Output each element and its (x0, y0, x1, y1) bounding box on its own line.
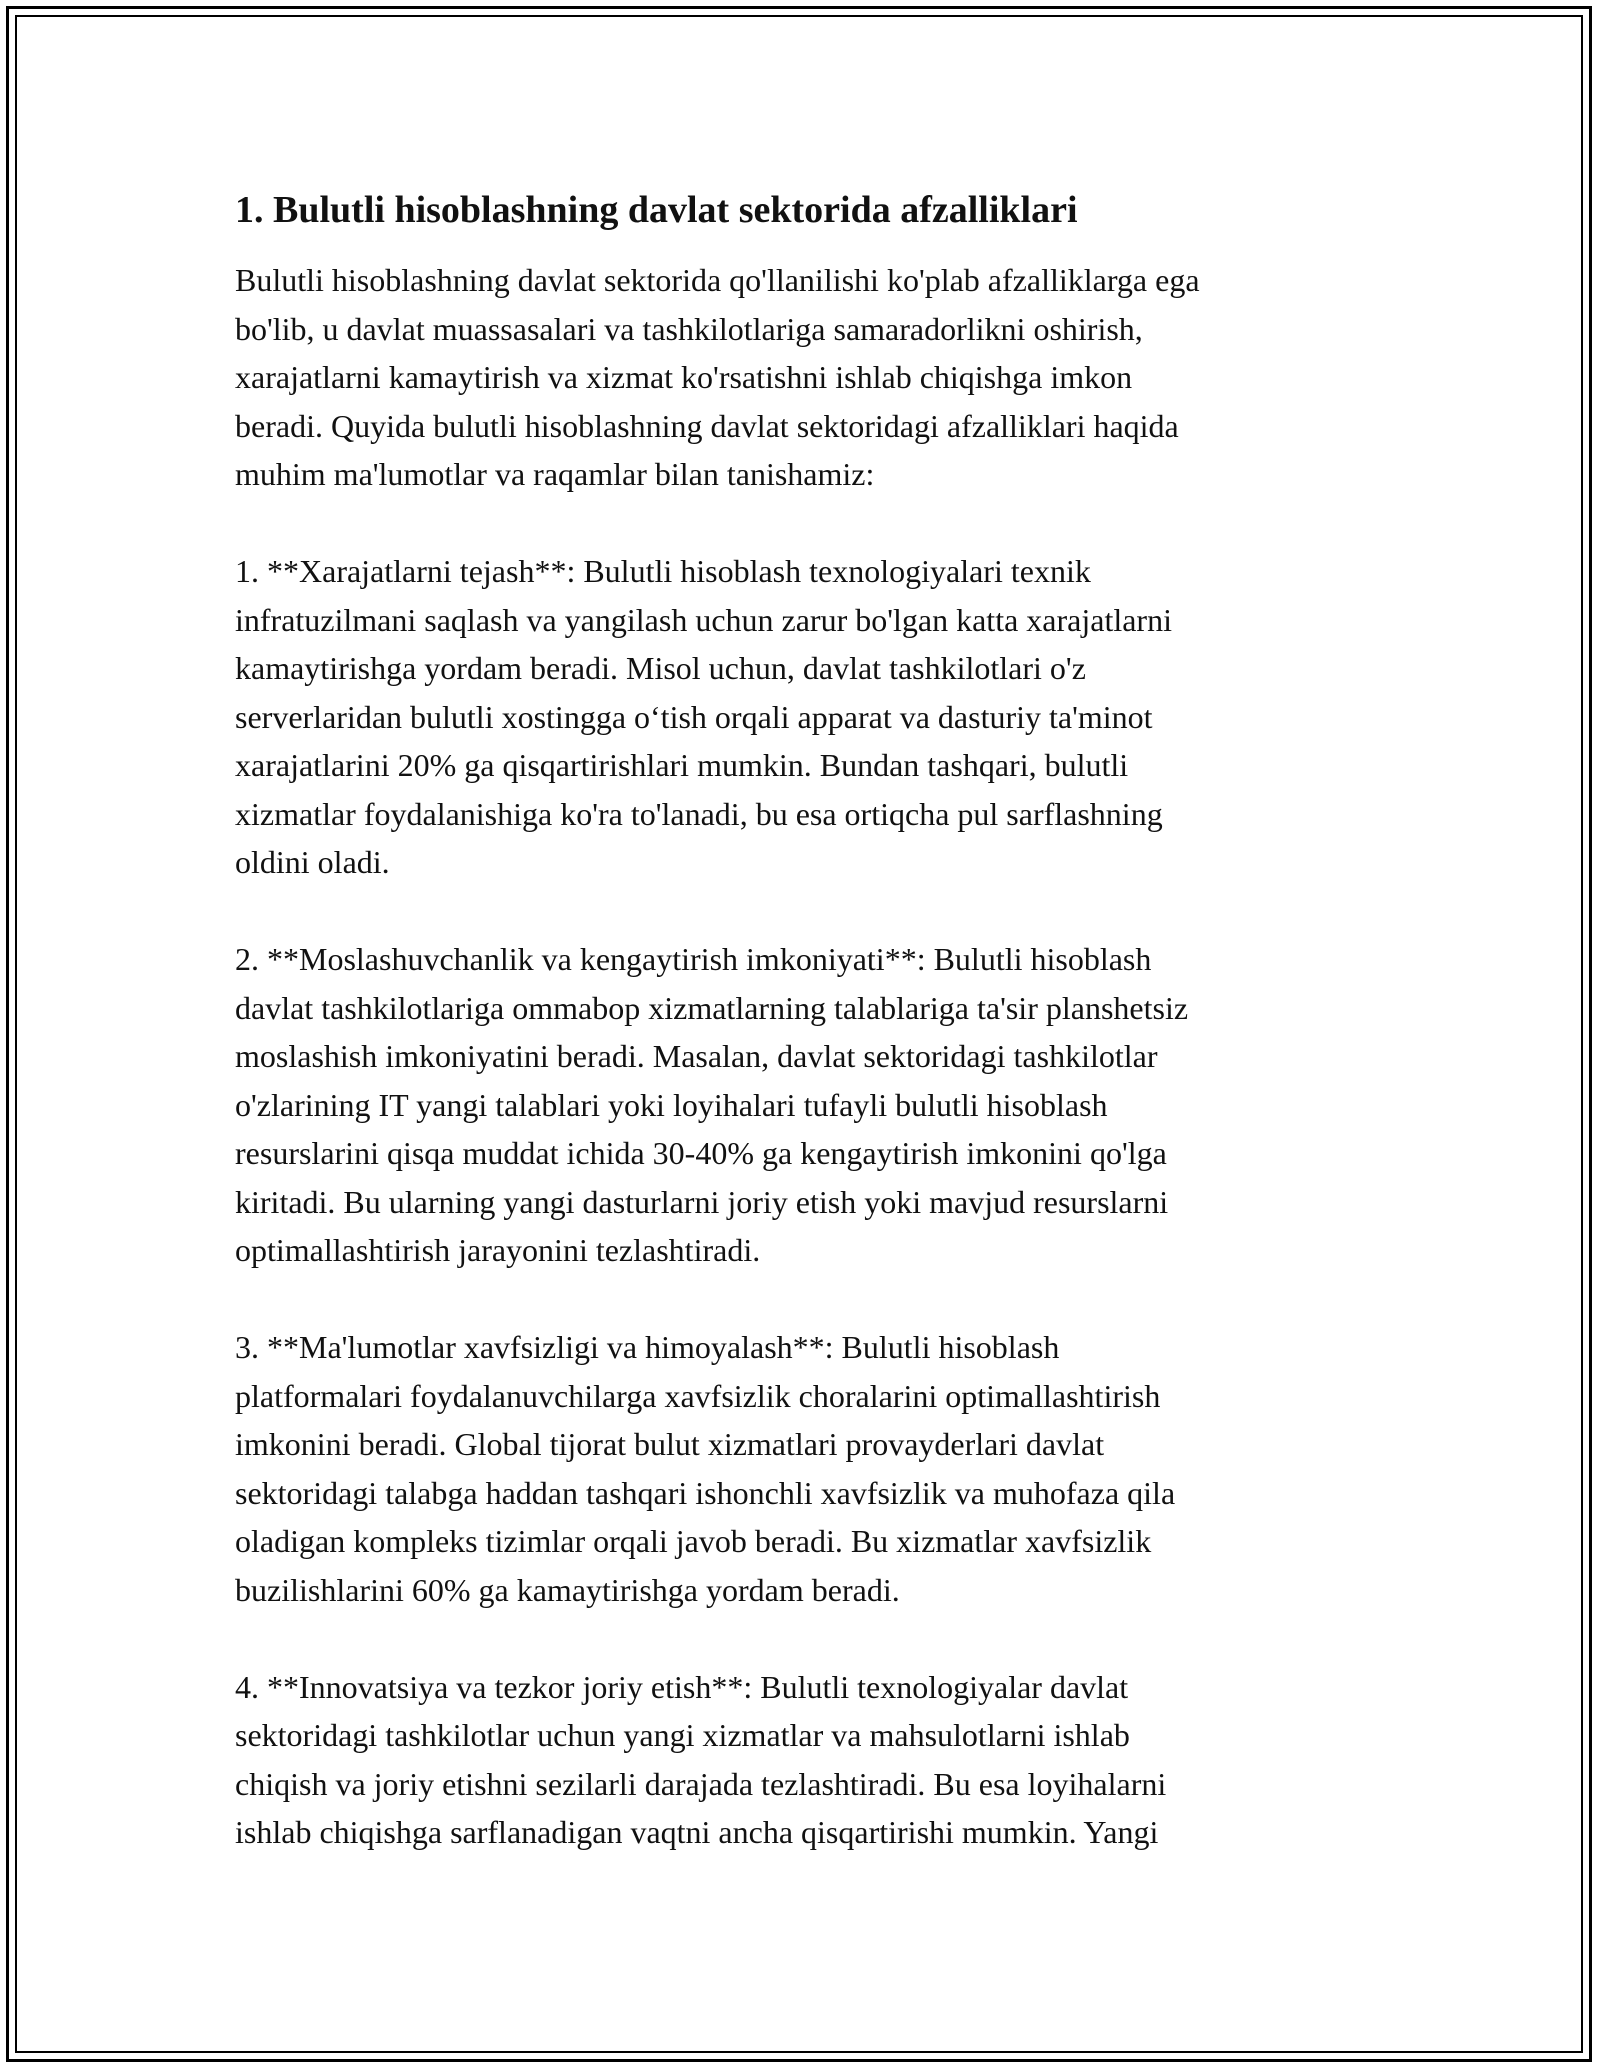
paragraph-cost-savings: 1. **Xarajatlarni tejash**: Bulutli hisoblash texnologiyalari texnik infratuzilmani saqlash va yangilash uchun zarur bo'lgan katta xarajatlarni kamaytirishga yordam beradi. Misol uchun, davlat tashkilotlari o'z serverlaridan bulutli xostingga o‘tish orqali apparat va dasturiy ta'minot xarajatlarini 20% ga qisqartirishlari mumkin. Bundan tashqari, bulutli xizmatlar foydalanishiga ko'ra to'lanadi, bu esa ortiqcha pul sarflashning oldini oladi. (235, 553, 1172, 880)
paragraph-innovation: 4. **Innovatsiya va tezkor joriy etish**: Bulutli texnologiyalar davlat sektoridagi tashkilotlar uchun yangi xizmatlar va mahsulotlarni ishlab chiqish va joriy etishni sezilarli darajada tezlashtiradi. Bu esa loyihalarni ishlab chiqishga sarflanadigan vaqtni ancha qisqartirishi mumkin. Yangi (235, 1668, 1167, 1850)
paragraph-flexibility: 2. **Moslashuvchanlik va kengaytirish imkoniyati**: Bulutli hisoblash davlat tashkilotlariga ommabop xizmatlarning talablariga ta'sir planshetsiz moslashish imkoniyatini beradi. Masalan, davlat sektoridagi tashkilotlar o'zlarining IT yangi talablari yoki loyihalari tufayli bulutli hisoblash resurslarini qisqa muddat ichida 30-40% ga kengaytirish imkonini qo'lga kiritadi. Bu ularning yangi dasturlarni joriy etish yoki mavjud resurslarni optimallashtirish jarayonini tezlashtiradi. (235, 941, 1189, 1268)
paragraph-security: 3. **Ma'lumotlar xavfsizligi va himoyalash**: Bulutli hisoblash platformalari foydalanuvchilarga xavfsizlik choralarini optimallashtirish imkonini beradi. Global tijorat bulut xizmatlari provayderlari davlat sektoridagi talabga haddan tashqari ishonchli xavfsizlik va muhofaza qila oladigan kompleks tizimlar orqali javob beradi. Bu xizmatlar xavfsizlik buzilishlarini 60% ga kamaytirishga yordam beradi. (235, 1329, 1176, 1608)
intro-paragraph: Bulutli hisoblashning davlat sektorida qo'llanilishi ko'plab afzalliklarga ega bo'lib, u davlat muassasalari va tashkilotlariga samaradorlikni oshirish, xarajatlarni kamaytirish va xizmat ko'rsatishni ishlab chiqishga imkon beradi. Quyida bulutli hisoblashning davlat sektoridagi afzalliklari haqida muhim ma'lumotlar va raqamlar bilan tanishamiz: (235, 262, 1200, 492)
section-heading: 1. Bulutli hisoblashning davlat sektorida afzalliklari (235, 189, 1078, 231)
document-body (235, 186, 1375, 1905)
